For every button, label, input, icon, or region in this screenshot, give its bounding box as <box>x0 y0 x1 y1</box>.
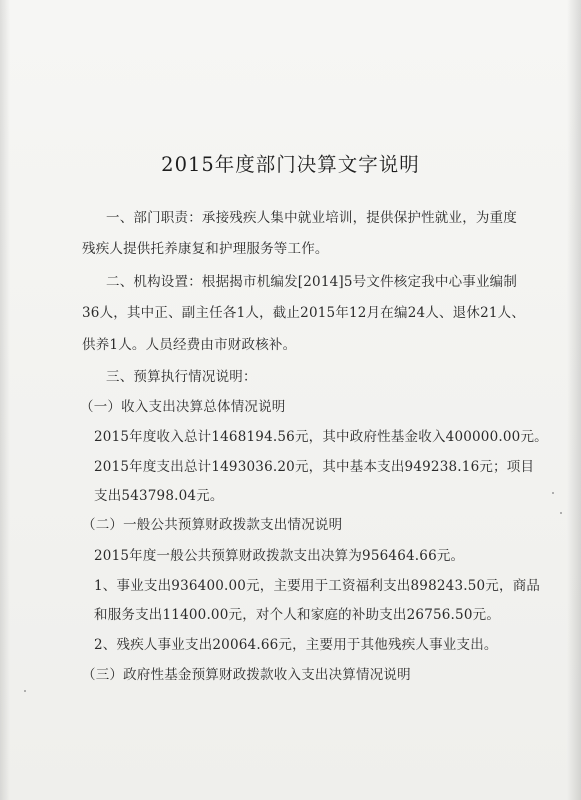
paragraph-line-7: 2015年度支出总计1493036.20元，其中基本支出949238.16元；项目 <box>94 459 535 475</box>
paragraph-line-3: 二、机构设置：根据揭市机编发[2014]5号文件核定我中心事业编制 <box>106 274 518 290</box>
page-shadow-right <box>567 0 581 800</box>
scan-speck <box>552 492 554 494</box>
paragraph-line-9: 2015年度一般公共预算财政拨款支出决算为956464.66元。 <box>94 548 465 564</box>
subsection-heading-1: （一）收入支出决算总体情况说明 <box>80 399 286 415</box>
paragraph-line-1: 一、部门职责：承接残疾人集中就业培训，提供保护性就业，为重度 <box>106 210 517 226</box>
scan-speck <box>560 512 562 514</box>
paragraph-line-5: 供养1人。人员经费由市财政核补。 <box>82 337 297 353</box>
paragraph-line-8: 支出543798.04元。 <box>94 488 224 504</box>
paragraph-line-11: 和服务支出11400.00元，对个人和家庭的补助支出26756.50元。 <box>94 607 501 623</box>
page-shadow-left <box>0 0 10 800</box>
paragraph-line-12: 2、残疾人事业支出20064.66元，主要用于其他残疾人事业支出。 <box>94 637 498 653</box>
subsection-heading-2: （二）一般公共预算财政拨款支出情况说明 <box>82 517 343 533</box>
paragraph-line-10: 1、事业支出936400.00元，主要用于工资福利支出898243.50元，商品 <box>94 578 541 594</box>
document-title: 2015年度部门决算文字说明 <box>161 153 420 176</box>
subsection-heading-3: （三）政府性基金预算财政拨款收入支出决算情况说明 <box>82 667 411 683</box>
section-heading: 三、预算执行情况说明： <box>106 369 257 385</box>
scan-speck <box>24 690 26 692</box>
paragraph-line-2: 残疾人提供托养康复和护理服务等工作。 <box>82 241 329 257</box>
paragraph-line-4: 36人，其中正、副主任各1人，截止2015年12月在编24人、退休21人、 <box>82 305 526 321</box>
paragraph-line-6: 2015年度收入总计1468194.56元，其中政府性基金收入400000.00元。 <box>94 429 548 445</box>
